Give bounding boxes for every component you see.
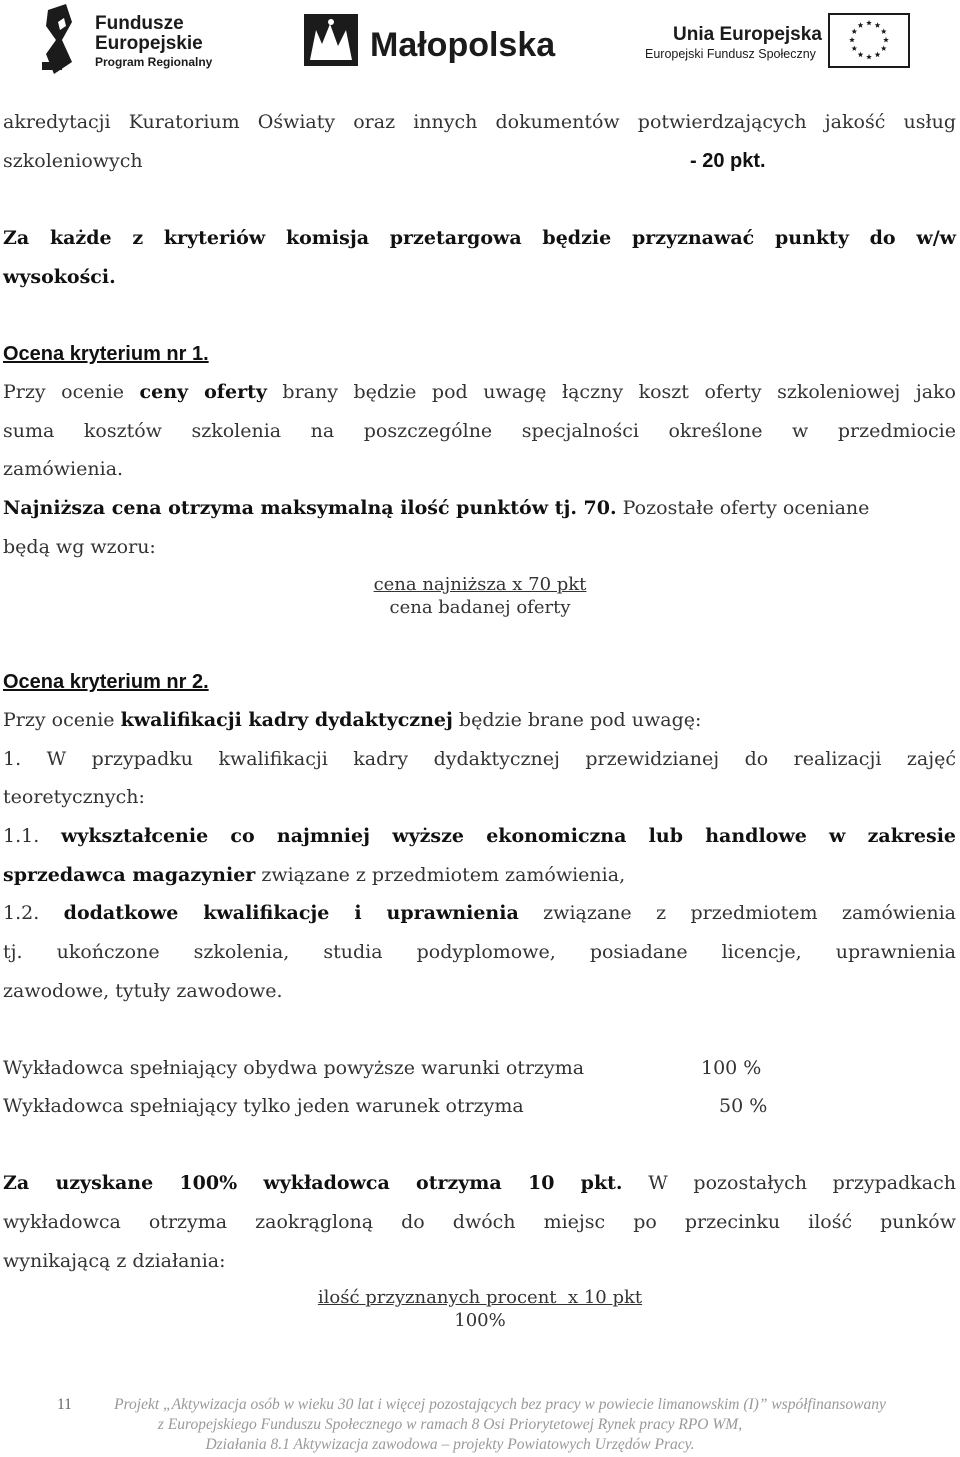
p3-line1-rest: W pozostałych przypadkach — [622, 1172, 957, 1194]
p2-line2: wysokości. — [3, 266, 116, 288]
footer-line2: z Europejskiego Funduszu Społecznego w ramach 8 Osi Priorytetowej Rynek pracy RPO WM, — [157, 1416, 743, 1433]
k1-line3: zamówienia. — [3, 458, 124, 480]
p3-formula-denominator: 100% — [454, 1310, 506, 1331]
score-row1-label: Wykładowca spełniający obydwa powyższe warunki otrzyma — [3, 1057, 585, 1079]
p3-line2: wykładowca otrzyma zaokrągloną do dwóch miejsc po przecinku ilość punków — [3, 1211, 956, 1233]
p1-line2: szkoleniowych — [3, 150, 143, 172]
k2-line5-rest: związane z przedmiotem zamówienia, — [255, 864, 626, 886]
p2-word: przyznawać — [631, 227, 755, 249]
k2-line1-c: będzie brane pod uwagę: — [452, 709, 702, 731]
k2-line6-rest: związane z przedmiotem zamówienia — [518, 902, 956, 924]
fe-line2: Europejskie — [95, 33, 203, 54]
k2-line4-bold: wykształcenie co najmniej wyższe ekonomiczna lub handlowe w zakresie — [60, 825, 956, 847]
header-logos — [0, 0, 960, 90]
page-number: 11 — [57, 1396, 72, 1413]
score-row2-label: Wykładowca spełniający tylko jeden warunek otrzyma — [3, 1095, 524, 1117]
k1-line4-bold: Najniższa cena otrzyma maksymalną ilość punktów tj. 70. — [3, 497, 617, 519]
k2-line6-num: 1.2. — [3, 902, 40, 924]
k2-line3: teoretycznych: — [3, 786, 145, 808]
p1-line1: akredytacji Kuratorium Oświaty oraz innych dokumentów potwierdzających jakość usług — [3, 111, 956, 133]
k1-line1-bold: ceny oferty — [139, 381, 267, 403]
fe-line1: Fundusze — [95, 13, 184, 34]
k2-line6-bold: dodatkowe kwalifikacje i uprawnienia — [63, 902, 519, 924]
k2-line7: tj. ukończone szkolenia, studia podyplomowe, posiadane licencje, uprawnienia — [3, 941, 956, 963]
p2-word: punkty — [774, 227, 849, 249]
k2-line5-bold: sprzedawca magazynier — [3, 864, 256, 886]
k2-line2: 1. W przypadku kwalifikacji kadry dydaktycznej przewidzianej do realizacji zajęć — [3, 748, 956, 770]
p1-points: - 20 pkt. — [690, 150, 766, 172]
k2-heading: Ocena kryterium nr 2. — [3, 671, 209, 693]
p3-line3: wynikającą z działania: — [3, 1250, 226, 1272]
k1-line4 — [3, 497, 869, 519]
k1-line4-rest: Pozostałe oferty oceniane — [616, 497, 870, 519]
ue-line1: Unia Europejska — [673, 24, 822, 45]
k2-line5 — [3, 864, 625, 886]
p3-line1 — [3, 1172, 956, 1194]
p2-word: w/w — [916, 227, 956, 249]
logo-bar — [0, 0, 960, 90]
k1-line5: będą wg wzoru: — [3, 536, 156, 558]
p2-word: kryteriów — [163, 227, 266, 249]
ue-line2: Europejski Fundusz Społeczny — [645, 47, 816, 61]
k2-line8: zawodowe, tytuły zawodowe. — [3, 980, 283, 1002]
p2-word: będzie — [542, 227, 612, 249]
p3-line1-bold: Za uzyskane 100% wykładowca otrzyma 10 pkt. — [3, 1172, 623, 1194]
k2-line4 — [3, 825, 956, 847]
k2-line1 — [3, 709, 701, 731]
k1-formula-denominator: cena badanej oferty — [389, 597, 571, 618]
k1-line1 — [3, 381, 956, 403]
k1-line1-c: brany będzie pod uwagę łączny koszt oferty szkoleniowej jako — [266, 381, 956, 403]
p2-word: komisja — [285, 227, 370, 249]
k2-line1-bold: kwalifikacji kadry dydaktycznej — [120, 709, 453, 731]
footer-line1: Projekt „Aktywizacja osób w wieku 30 lat i więcej pozostających bez pracy w powiecie limanowskim (I)” współfinansowany — [114, 1396, 886, 1413]
k1-formula-numerator: cena najniższa x 70 pkt — [373, 574, 587, 595]
k1-line1-a: Przy ocenie — [3, 381, 140, 403]
k2-line6 — [3, 902, 956, 924]
p2-line1 — [3, 227, 956, 249]
p2-word: z — [132, 227, 144, 249]
score-row2-value: 50 % — [719, 1095, 768, 1117]
k2-line4-num: 1.1. — [3, 825, 40, 847]
p3-formula-numerator: ilość przyznanych procent x 10 pkt — [317, 1287, 643, 1308]
k1-heading: Ocena kryterium nr 1. — [3, 343, 209, 365]
fundusze-europejskie-logo — [42, 4, 213, 74]
fe-line3: Program Regionalny — [95, 55, 213, 69]
p2-word: każde — [49, 227, 112, 249]
p2-word: do — [869, 227, 896, 249]
p2-word: przetargowa — [389, 227, 522, 249]
malopolska-text: Małopolska — [370, 26, 556, 64]
k2-line1-a: Przy ocenie — [3, 709, 121, 731]
eu-logo — [645, 14, 909, 67]
k1-line2: suma kosztów szkolenia na poszczególne specjalności określone w przedmiocie — [3, 420, 956, 442]
score-row1-value: 100 % — [701, 1057, 762, 1079]
malopolska-logo — [304, 14, 556, 66]
footer-line3: Działania 8.1 Aktywizacja zawodowa – projekty Powiatowych Urzędów Pracy. — [205, 1436, 695, 1453]
p2-word: Za — [3, 227, 30, 249]
